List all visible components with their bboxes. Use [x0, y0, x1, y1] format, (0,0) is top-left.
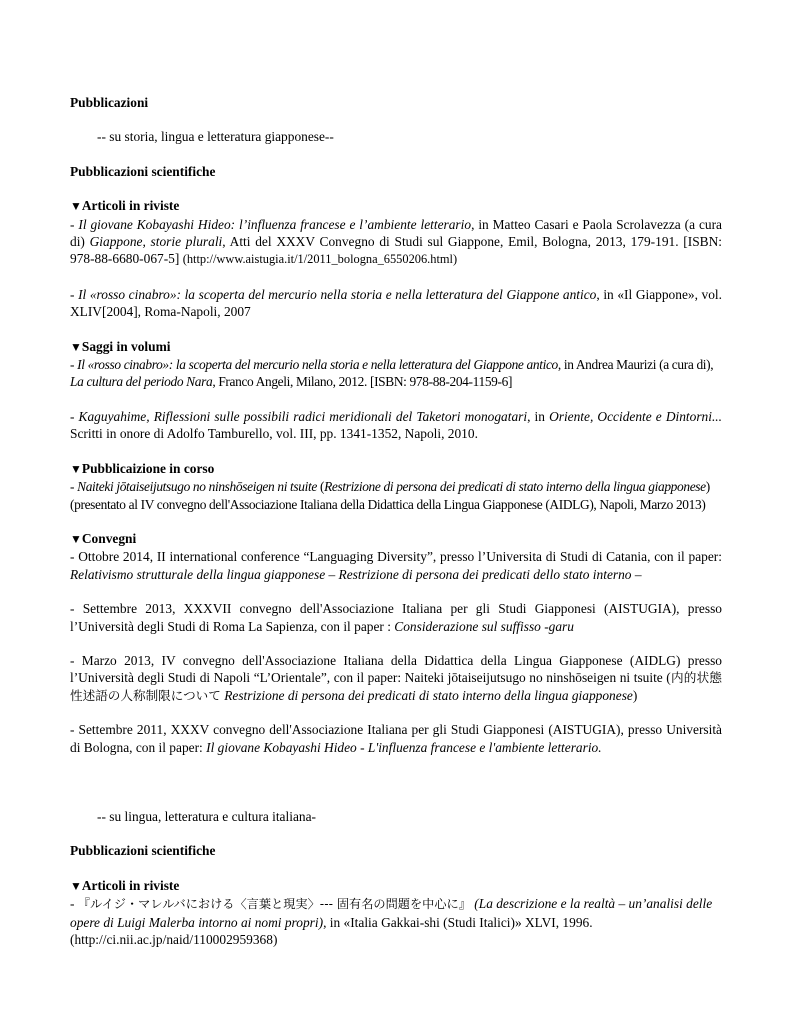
article-url: (http://ci.nii.ac.jp/naid/110002959368) [70, 932, 278, 947]
conference-item: - Marzo 2013, IV convegno dell'Associazione Italiana della Didattica della Lingua Giapponese (AIDLG) presso l’Università degli Studi di Napoli “L’Orientale”, con il paper: Naiteki jōtaiseijutsugo no ninshōseigen ni tsuite (内的状態性述語の人称制限について Restrizione di persona dei predicati di stato interno della lingua giapponese) [70, 652, 723, 703]
conference-item: - Settembre 2013, XXXVII convegno dell'Associazione Italiana per gli Studi Giapponesi (AISTUGIA), presso l’Università degli Studi di Roma La Sapienza, con il paper : Considerazione sul suffisso -garu [70, 601, 722, 634]
articles-heading-2: ▼Articoli in riviste [70, 877, 180, 893]
article-item-2: - 『ルイジ・マレルバにおける〈言葉と現実〉--- 固有名の問題を中心に』 (La descrizione e la realtà – un’analisi delle opere di Luigi Malerba intorno ai nomi propri), in «Italia Gakkai-shi (Studi Italici)» XLVI, 1996. (http://ci.nii.ac.jp/naid/110002959368) [70, 896, 713, 947]
triangle-marker-icon: ▼ [70, 339, 82, 354]
triangle-marker-icon: ▼ [70, 461, 82, 476]
conference-item: - Settembre 2011, XXXV convegno dell'Associazione Italiana per gli Studi Giapponesi (AISTUGIA), presso Università di Bologna, con il paper: Il giovane Kobayashi Hideo - L'influenza francese e l'ambiente letterario. [70, 722, 722, 755]
article-url: (http://www.aistugia.it/1/2011_bologna_6550206.html) [182, 252, 458, 267]
section-heading-italy: -- su lingua, letteratura e cultura italiana- [97, 808, 316, 824]
section-heading-japan: -- su storia, lingua e letteratura giapponese-- [97, 129, 334, 145]
page-title: Pubblicazioni [70, 95, 149, 110]
triangle-marker-icon: ▼ [70, 531, 82, 546]
triangle-marker-icon: ▼ [70, 199, 82, 214]
scientific-publications-heading: Pubblicazioni scientifiche [70, 163, 216, 179]
conferences-heading: ▼Convegni [70, 530, 137, 546]
document-body [70, 94, 722, 948]
conference-item: - Ottobre 2014, II international conference “Languaging Diversity”, presso l’Universita di Studi di Catania, con il paper: Relativismo strutturale della lingua giapponese – Restrizione di persona dei predicati dello stato interno – [70, 549, 722, 582]
in-progress-heading: ▼Pubblicaizione in corso [70, 460, 215, 476]
essay-item: - Il «rosso cinabro»: la scoperta del mercurio nella storia e nella letteratura del Giappone antico, in Andrea Maurizi (a cura di), La cultura del periodo Nara, Franco Angeli, Milano, 2012. [ISBN: 978-88-204-1159-6] [70, 357, 714, 390]
essays-heading: ▼Saggi in volumi [70, 338, 171, 354]
triangle-marker-icon: ▼ [70, 878, 82, 893]
article-item: - Il giovane Kobayashi Hideo: l’influenza francese e l’ambiente letterario, in Matteo Casari e Paola Scrolavezza (a cura di) Giappone, storie plurali, Atti del XXXV Convegno di Studi sul Giappone, Emil, Bologna, 2013, 179-191. [ISBN: 978-88-6680-067-5] (http://www.aistugia.it/1/2011_bologna_6550206.html) [70, 216, 723, 267]
in-progress-item: - Naiteki jōtaiseijutsugo no ninshōseigen ni tsuite (Restrizione di persona dei predicati di stato interno della lingua giapponese) (presentato al IV convegno dell'Associazione Italiana della Didattica della Lingua Giapponese (AIDLG), Napoli, Marzo 2013) [70, 479, 710, 512]
article-item: - Il «rosso cinabro»: la scoperta del mercurio nella storia e nella letteratura del Giappone antico, in «Il Giappone», vol. XLIV[2004], Roma-Napoli, 2007 [70, 286, 722, 320]
scientific-publications-heading-2: Pubblicazioni scientifiche [70, 843, 216, 859]
articles-heading: ▼Articoli in riviste [70, 198, 180, 214]
essay-item: - Kaguyahime, Riflessioni sulle possibili radici meridionali del Taketori monogatari, in Oriente, Occidente e Dintorni... Scritti in onore di Adolfo Tamburello, vol. III, pp. 1341-1352, Napoli, 2010. [70, 408, 723, 442]
